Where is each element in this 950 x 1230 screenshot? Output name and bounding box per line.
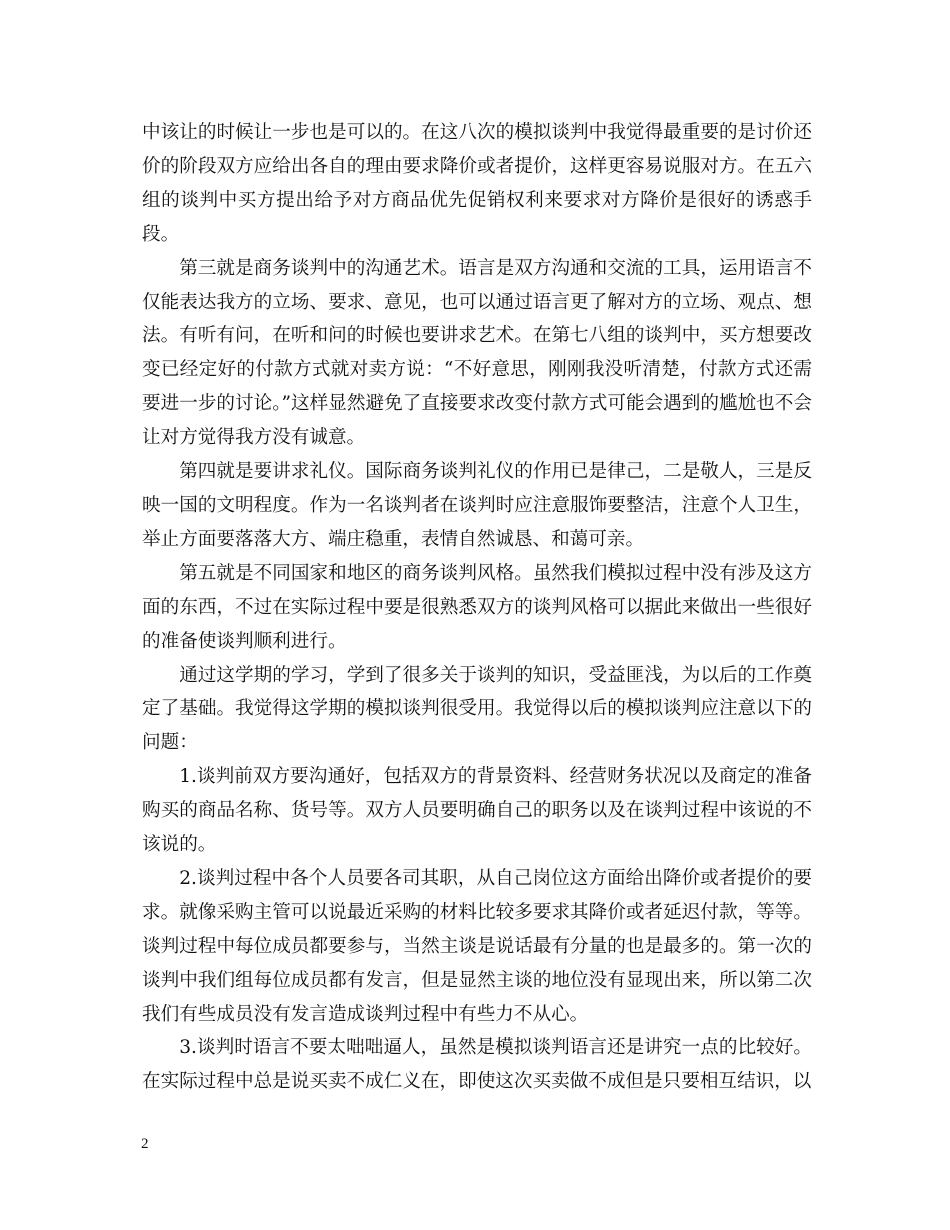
paragraph: 2.谈判过程中各个人员要各司其职，从自己岗位这方面给出降价或者提价的要求。就像采购主管可以说最近采购的材料比较多要求其降价或者延迟付款，等等。谈判过程中每位成员都要参与，当然主谈是说话最有分量的也是最多的。第一次的谈判中我们组每位成员都有发言，但是显然主谈的地位没有显现出来，所以第二次我们有些成员没有发言造成谈判过程中有些力不从心。 — [142, 867, 812, 1025]
paragraph: 通过这学期的学习，学到了很多关于谈判的知识，受益匪浅，为以后的工作奠定了基础。我觉得这学期的模拟谈判很受用。我觉得以后的模拟谈判应注意以下的问题： — [142, 664, 812, 754]
paragraph: 第四就是要讲求礼仪。国际商务谈判礼仪的作用已是律己，二是敬人，三是反映一国的文明程度。作为一名谈判者在谈判时应注意服饰要整洁，注意个人卫生，举止方面要落落大方、端庄稳重，表情自然诚恳、和蔼可亲。 — [142, 461, 812, 550]
paragraph: 中该让的时候让一步也是可以的。在这八次的模拟谈判中我觉得最重要的是讨价还价的阶段双方应给出各自的理由要求降价或者提价，这样更容易说服对方。在五六组的谈判中买方提出给予对方商品优先促销权利来要求对方降价是很好的诱惑手段。 — [142, 122, 812, 245]
paragraph: 第五就是不同国家和地区的商务谈判风格。虽然我们模拟过程中没有涉及这方面的东西，不过在实际过程中要是很熟悉双方的谈判风格可以据此来做出一些很好的准备使谈判顺利进行。 — [142, 562, 812, 652]
body-text — [142, 116, 812, 1099]
paragraph: 3.谈判时语言不要太咄咄逼人，虽然是模拟谈判语言还是讲究一点的比较好。在实际过程中总是说买卖不成仁义在，即使这次买卖做不成但是只要相互结识，以 — [142, 1037, 812, 1093]
paragraph: 1.谈判前双方要沟通好，包括双方的背景资料、经营财务状况以及商定的准备购买的商品名称、货号等。双方人员要明确自己的职务以及在谈判过程中该说的不该说的。 — [142, 766, 812, 856]
paragraph: 第三就是商务谈判中的沟通艺术。语言是双方沟通和交流的工具，运用语言不仅能表达我方的立场、要求、意见，也可以通过语言更了解对方的立场、观点、想法。有听有问，在听和问的时候也要讲求艺术。在第七八组的谈判中，买方想要改变已经定好的付款方式就对卖方说：“不好意思，刚刚我没听清楚，付款方式还需要进一步的讨论。”这样显然避免了直接要求改变付款方式可能会遇到的尴尬也不会让对方觉得我方没有诚意。 — [142, 257, 812, 449]
page-number: 2 — [141, 1136, 149, 1152]
